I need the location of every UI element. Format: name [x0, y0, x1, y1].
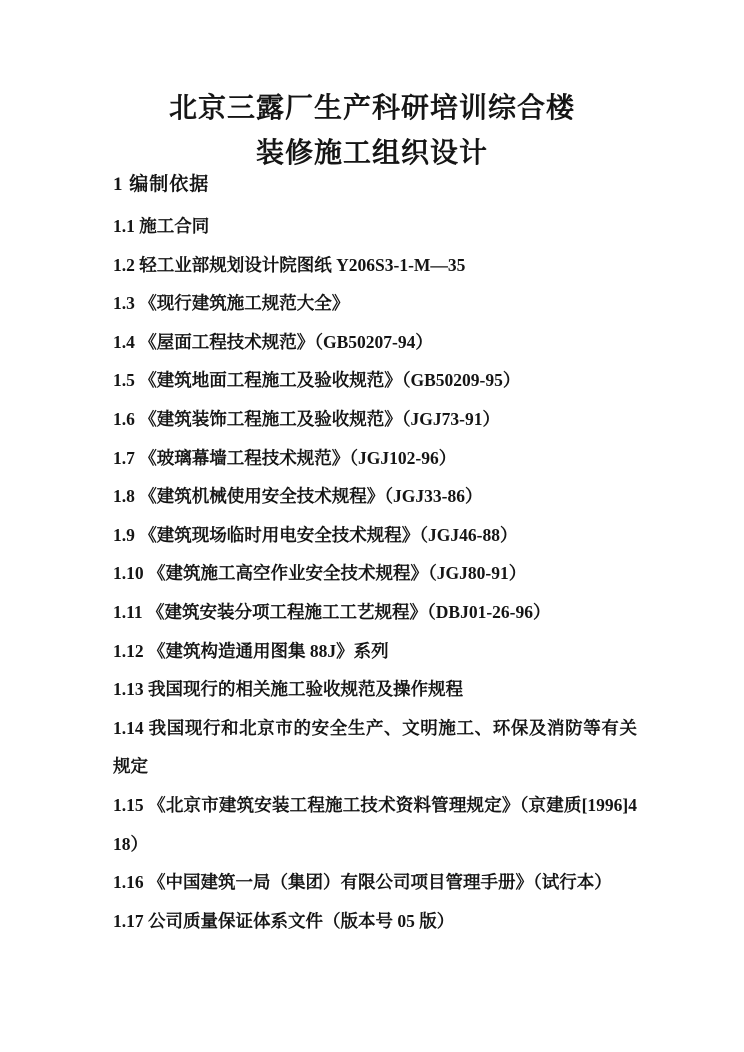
- list-item-1-9: 1.9 《建筑现场临时用电安全技术规程》（JGJ46-88）: [113, 524, 518, 545]
- title-line-1: 北京三露厂生产科研培训综合楼: [168, 93, 575, 124]
- list-item-1-7: 1.7 《玻璃幕墙工程技术规范》（JGJ102-96）: [113, 447, 457, 468]
- list-item-1-4: 1.4 《屋面工程技术规范》（GB50207-94）: [113, 331, 433, 352]
- list-item-1-12: 1.12 《建筑构造通用图集 88J》系列: [113, 640, 389, 661]
- list-item-1-10: 1.10 《建筑施工高空作业安全技术规程》（JGJ80-91）: [113, 563, 527, 584]
- list-item-1-8: 1.8 《建筑机械使用安全技术规程》（JGJ33-86）: [113, 486, 483, 507]
- list-item-1-14: 1.14 我国现行和北京市的安全生产、文明施工、环保及消防等有关规定: [113, 717, 637, 777]
- list-item-1-6: 1.6 《建筑装饰工程施工及验收规范》（JGJ73-91）: [113, 408, 500, 429]
- title-line-2: 装修施工组织设计: [255, 138, 488, 169]
- list-item-1-16: 1.16 《中国建筑一局（集团）有限公司项目管理手册》（试行本）: [113, 872, 612, 893]
- list-item-1-13: 1.13 我国现行的相关施工验收规范及操作规程: [113, 679, 463, 700]
- reference-list: [113, 207, 637, 940]
- list-item-1-5: 1.5 《建筑地面工程施工及验收规范》（GB50209-95）: [113, 370, 521, 391]
- list-item-1-1: 1.1 施工合同: [113, 216, 210, 236]
- list-item-1-3: 1.3 《现行建筑施工规范大全》: [113, 293, 350, 314]
- section-heading: 1 编制依据: [113, 174, 210, 195]
- list-item-1-15: 1.15 《北京市建筑安装工程施工技术资料管理规定》（京建质[1996]418）: [113, 794, 637, 854]
- list-item-1-2: 1.2 轻工业部规划设计院图纸 Y206S3-1-M—35: [113, 254, 466, 275]
- document-title: [0, 86, 744, 176]
- list-item-1-17: 1.17 公司质量保证体系文件（版本号 05 版）: [113, 910, 455, 931]
- list-item-1-11: 1.11 《建筑安装分项工程施工工艺规程》（DBJ01-26-96）: [113, 601, 551, 622]
